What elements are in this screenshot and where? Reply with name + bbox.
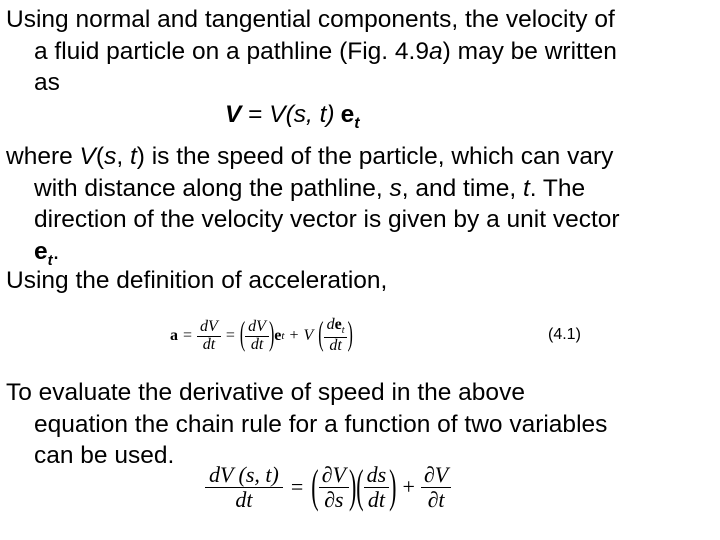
math-symbol: V <box>225 101 242 128</box>
left-paren: ( <box>356 459 364 513</box>
fraction-dV-dt <box>245 319 269 354</box>
math-symbol: e <box>274 327 282 344</box>
paragraph-velocity-intro <box>6 4 711 99</box>
paragraph-acceleration <box>6 265 711 297</box>
fraction-numerator: ds <box>364 463 390 487</box>
math-symbol: e <box>34 237 48 265</box>
math-subscript: t <box>341 325 345 337</box>
fraction-numerator: dV (s, t) <box>205 463 283 487</box>
text-line: as <box>34 69 60 96</box>
math-operator: + <box>289 327 299 344</box>
fraction-denominator: dt <box>367 486 385 512</box>
velocity-equation <box>225 101 360 133</box>
text-fragment: with distance along the pathline, <box>34 174 390 202</box>
chain-rule-equation <box>205 458 451 516</box>
math-symbol: e <box>340 101 355 128</box>
text-italic: t <box>522 174 530 202</box>
fraction-ds-dt <box>364 463 390 510</box>
text-line <box>6 173 711 205</box>
text-fragment: ) may be written <box>442 37 617 65</box>
text-line <box>6 143 613 170</box>
text-line <box>6 36 711 68</box>
text-line: can be used. <box>34 442 175 469</box>
fraction-numerator: dV <box>197 319 221 337</box>
text-fragment: . The <box>529 174 586 202</box>
math-symbol: e <box>334 316 342 334</box>
fraction-total-derivative <box>205 463 283 510</box>
left-paren: ( <box>239 317 246 353</box>
left-paren: ( <box>311 459 319 513</box>
math-subscript: t <box>354 114 360 132</box>
right-paren: ) <box>347 317 353 353</box>
text-line: direction of the velocity vector is given by a unit vector <box>34 206 620 233</box>
fraction-denominator: dt <box>202 335 216 353</box>
left-paren: ( <box>318 317 324 353</box>
fraction-denominator: dt <box>250 335 264 353</box>
text-italic: t <box>129 143 137 170</box>
text-italic: V <box>79 143 96 170</box>
fraction-denominator: ∂s <box>324 486 344 512</box>
math-operator: = <box>183 327 193 344</box>
fraction-denominator: dt <box>329 336 342 354</box>
right-paren: ) <box>348 459 357 513</box>
fraction-dV-dt <box>197 319 221 354</box>
text-italic: s <box>104 143 117 170</box>
math-symbol: a <box>170 327 178 344</box>
text-fragment: , and time, <box>401 174 523 202</box>
math-subscript: t <box>47 251 53 269</box>
math-operator: + <box>402 474 415 499</box>
text-fragment: , <box>116 143 130 170</box>
paragraph-speed-definition <box>6 141 711 276</box>
text-italic: a <box>428 37 443 65</box>
math-symbol: V <box>303 327 314 344</box>
text-fragment: . <box>52 237 60 265</box>
fraction-partial-s <box>319 463 349 510</box>
text-italic: s <box>389 174 402 202</box>
text-fragment: where <box>6 143 80 170</box>
fraction-denominator: ∂t <box>427 486 445 512</box>
text-fragment: ) is the speed of the particle, which can vary <box>136 143 614 170</box>
fraction-de-dt <box>324 317 348 354</box>
text-line: To evaluate the derivative of speed in the above <box>6 379 525 406</box>
text-line: equation the chain rule for a function of two variables <box>34 410 608 438</box>
fraction-denominator: dt <box>235 486 253 512</box>
math-expression: V(s, t) <box>269 101 335 128</box>
math-operator: = <box>225 327 235 344</box>
text-fragment: ( <box>95 143 105 170</box>
text-line: Using normal and tangential components, the velocity of <box>6 6 615 33</box>
text-line: Using the definition of acceleration, <box>6 267 388 294</box>
right-paren: ) <box>268 317 275 353</box>
fraction-numerator: ∂V <box>319 463 349 487</box>
fraction-numerator: ∂V <box>421 463 451 487</box>
fraction-partial-t <box>421 463 451 510</box>
fraction-numerator: $de_t$ <box>324 317 348 338</box>
math-subscript: t <box>281 330 285 342</box>
acceleration-equation <box>170 313 353 359</box>
math-operator: = <box>241 101 270 128</box>
math-operator: = <box>290 474 304 499</box>
fraction-numerator: dV <box>245 319 269 337</box>
text-fragment: a fluid particle on a pathline (Fig. 4.9 <box>34 37 429 65</box>
right-paren: ) <box>389 459 397 513</box>
equation-number: (4.1) <box>548 326 581 343</box>
